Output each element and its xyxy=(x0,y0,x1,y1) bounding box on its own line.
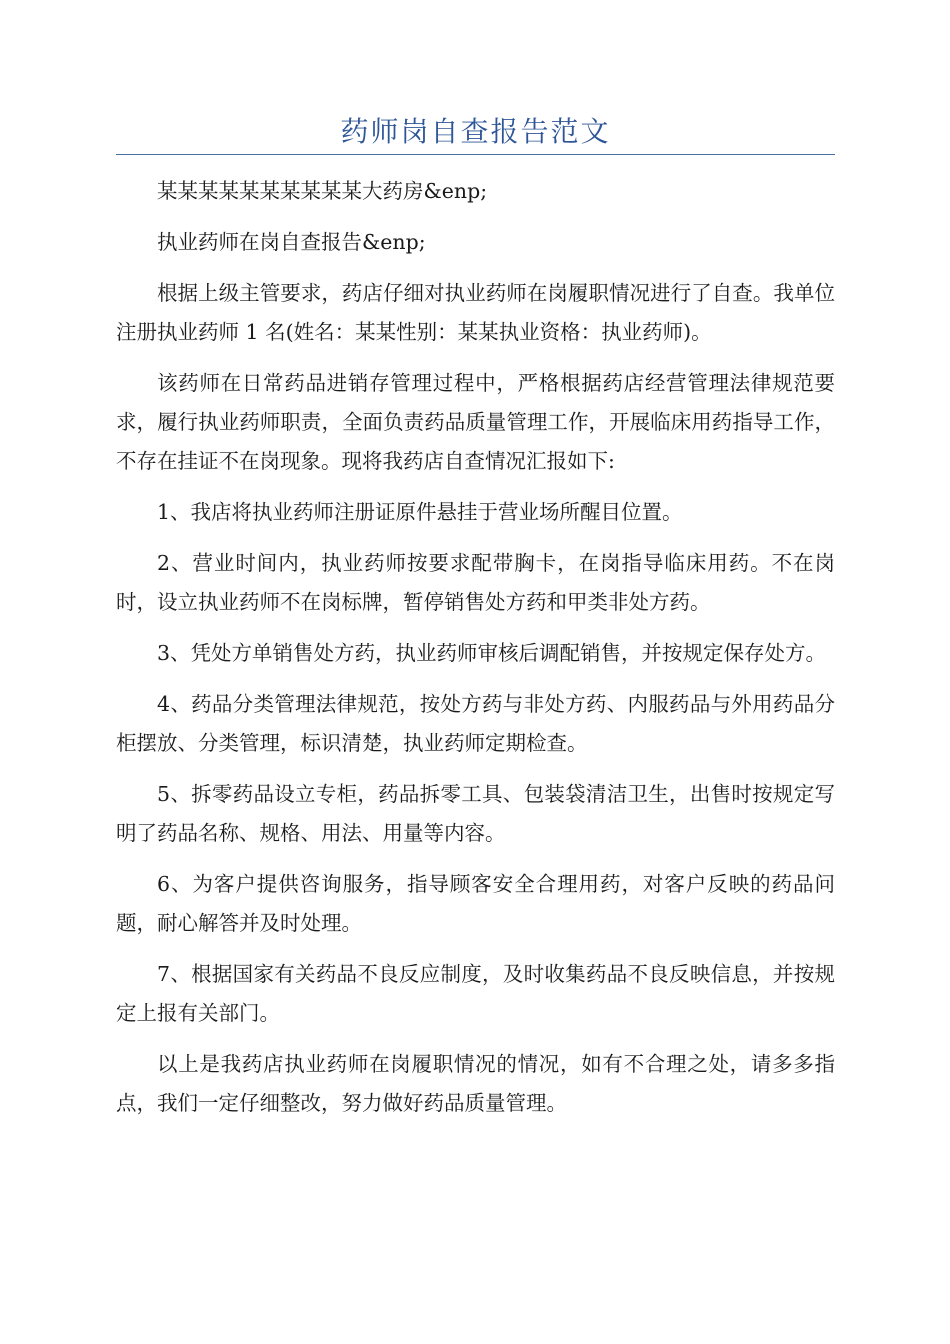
paragraph-item-7: 7、根据国家有关药品不良反应制度，及时收集药品不良反映信息，并按规定上报有关部门。 xyxy=(116,962,835,1025)
paragraph-overview: 该药师在日常药品进销存管理过程中，严格根据药店经营管理法律规范要求，履行执业药师职责，全面负责药品质量管理工作，开展临床用药指导工作，不存在挂证不在岗现象。现将我药店自查情况汇报如下: xyxy=(116,371,835,473)
document-body xyxy=(116,172,835,1135)
paragraph-intro: 根据上级主管要求，药店仔细对执业药师在岗履职情况进行了自查。我单位注册执业药师 1 名(姓名：某某性别：某某执业资格：执业药师)。 xyxy=(116,281,835,344)
title-underline xyxy=(116,154,835,155)
paragraph-item-6: 6、为客户提供咨询服务，指导顾客安全合理用药，对客户反映的药品问题，耐心解答并及时处理。 xyxy=(116,872,835,935)
paragraph-item-2: 2、营业时间内，执业药师按要求配带胸卡，在岗指导临床用药。不在岗时，设立执业药师不在岗标牌，暂停销售处方药和甲类非处方药。 xyxy=(116,551,835,614)
paragraph-item-5: 5、拆零药品设立专柜，药品拆零工具、包装袋清洁卫生，出售时按规定写明了药品名称、规格、用法、用量等内容。 xyxy=(116,782,835,845)
paragraph-item-1: 1、我店将执业药师注册证原件悬挂于营业场所醒目位置。 xyxy=(157,500,683,524)
document-title: 药师岗自查报告范文 xyxy=(340,115,611,148)
paragraph-item-3: 3、凭处方单销售处方药，执业药师审核后调配销售，并按规定保存处方。 xyxy=(157,641,827,665)
paragraph-recipient: 某某某某某某某某某某大药房&enp; xyxy=(157,179,488,203)
paragraph-conclusion: 以上是我药店执业药师在岗履职情况的情况，如有不合理之处，请多多指点，我们一定仔细整改，努力做好药品质量管理。 xyxy=(116,1052,835,1115)
paragraph-item-4: 4、药品分类管理法律规范，按处方药与非处方药、内服药品与外用药品分柜摆放、分类管理，标识清楚，执业药师定期检查。 xyxy=(116,692,835,755)
paragraph-subject: 执业药师在岗自查报告&enp; xyxy=(157,230,426,254)
